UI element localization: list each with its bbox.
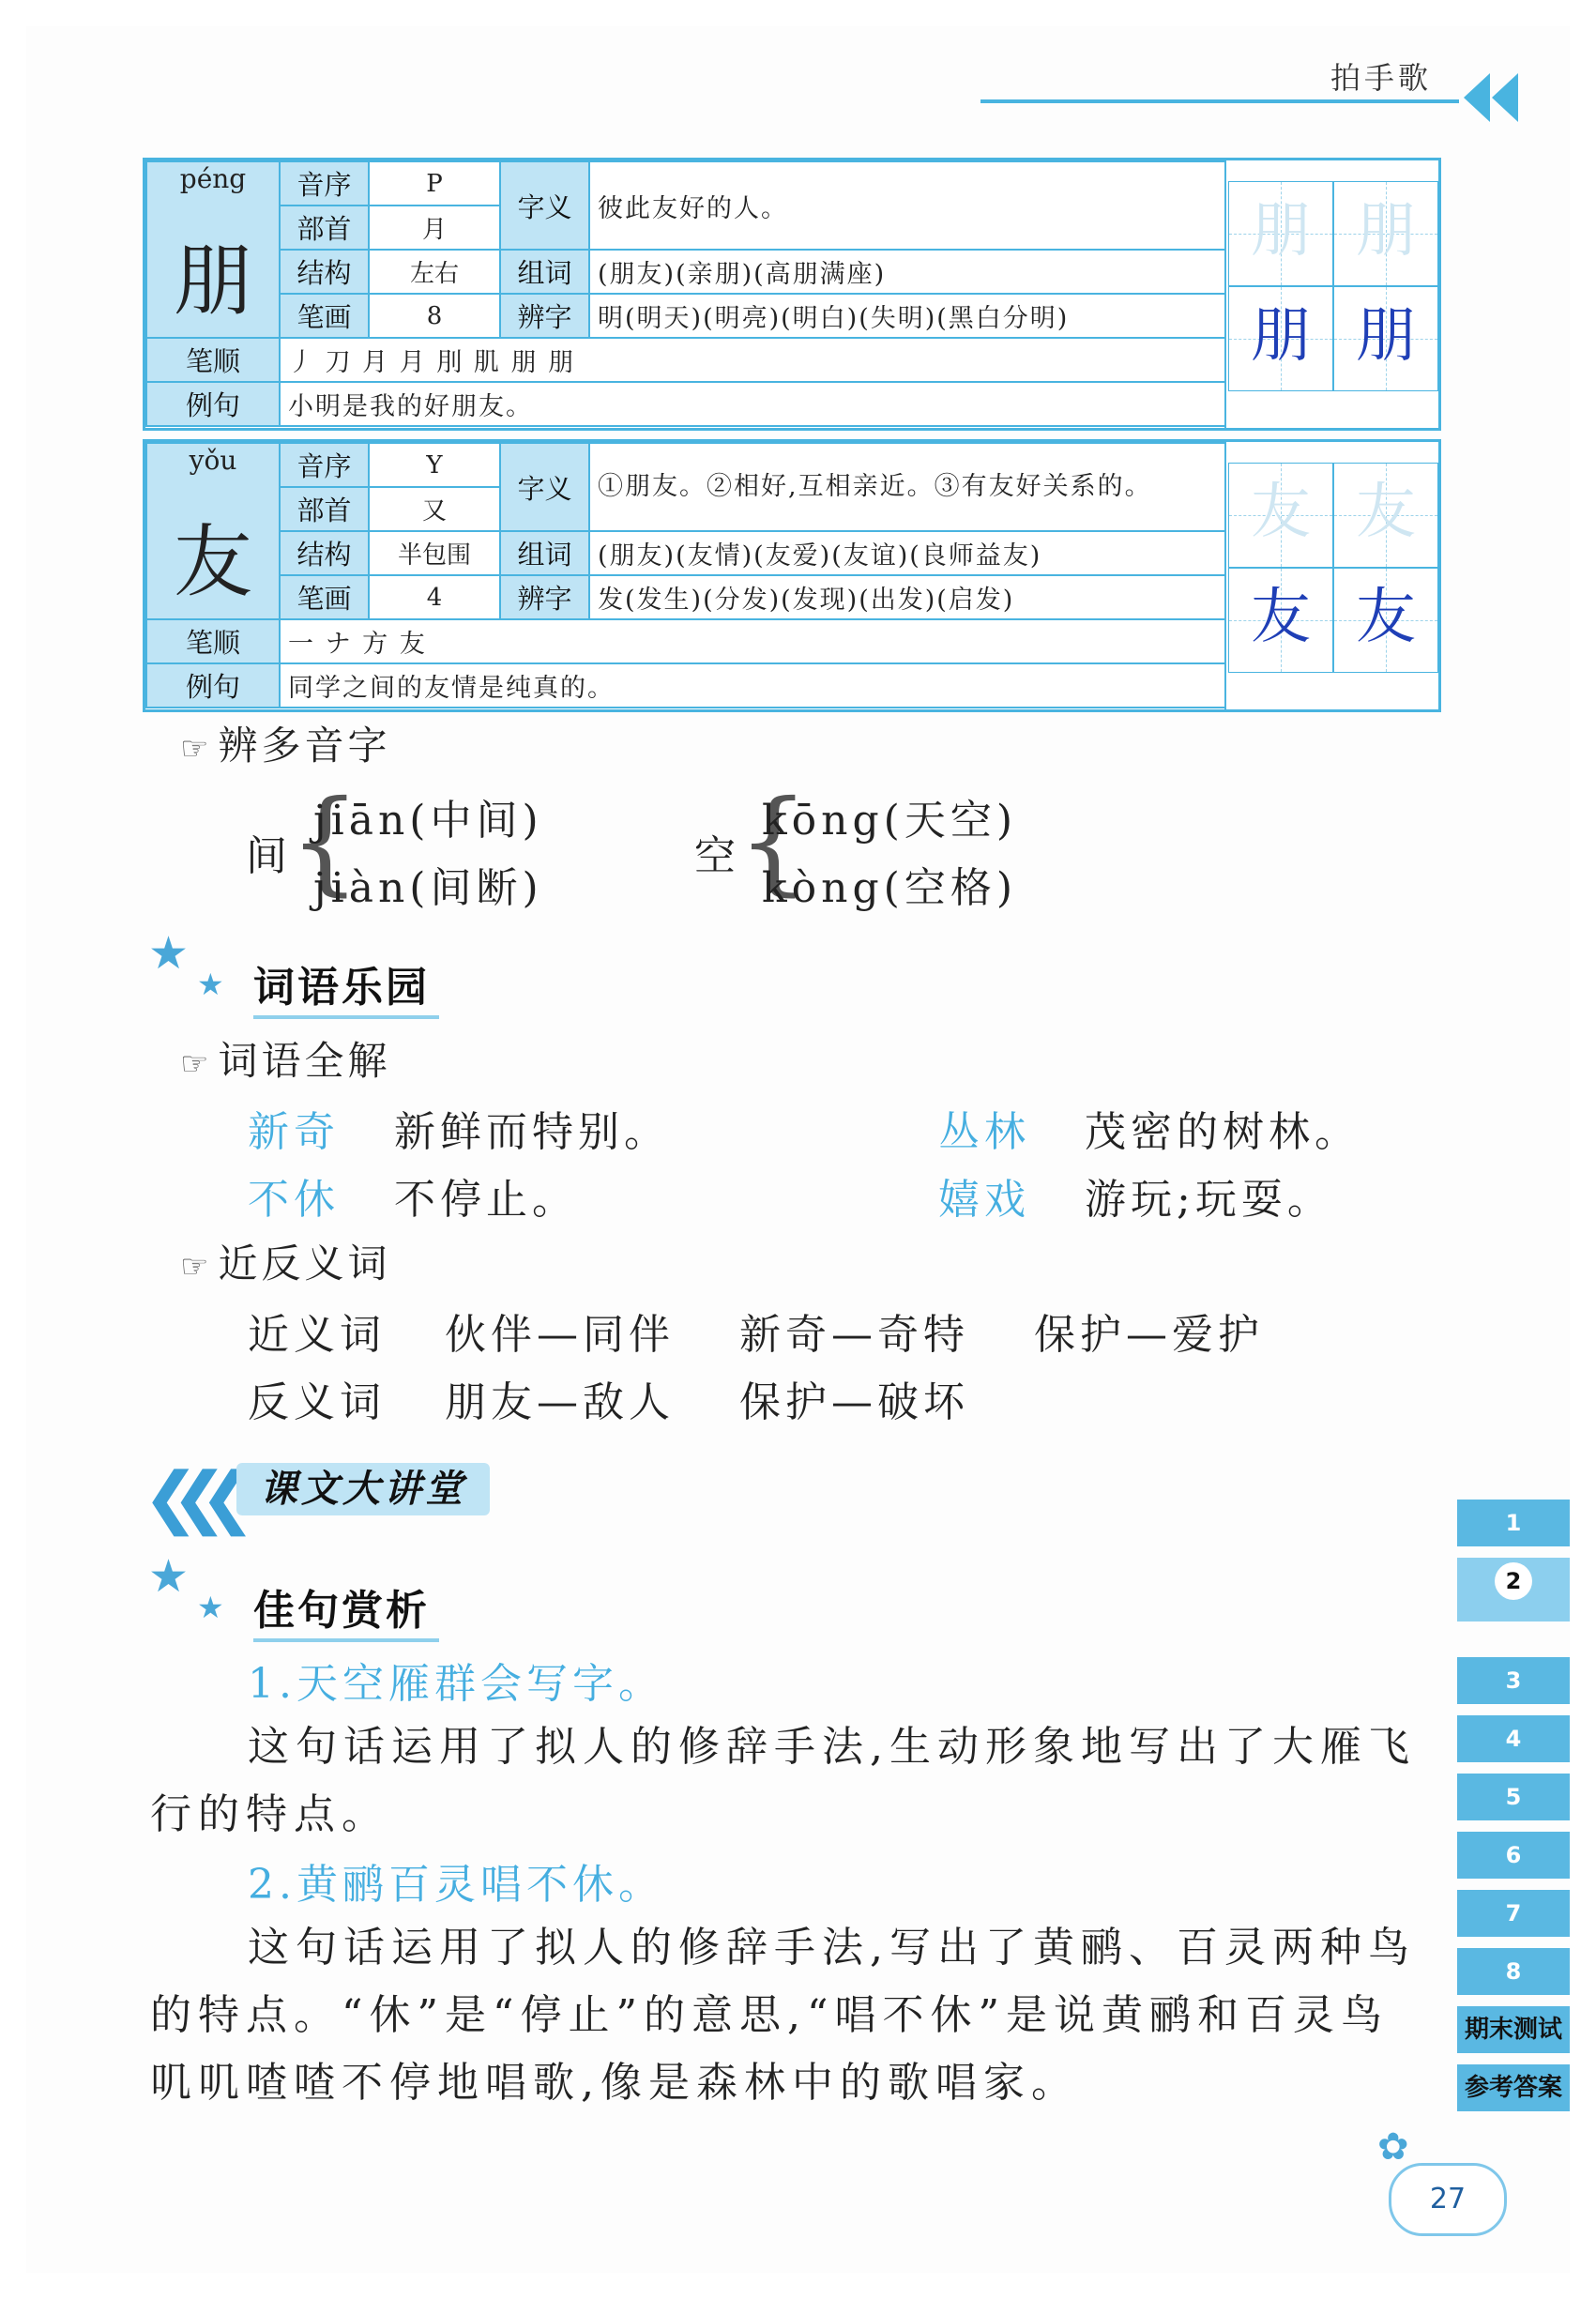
banner-label: 课文大讲堂 (236, 1463, 490, 1515)
polyphone-heading: ☞ 辨多音字 (180, 723, 391, 769)
bihua-value: 8 (369, 294, 500, 338)
label-ziyi: 字义 (500, 161, 589, 250)
trace-cell: 朋 (1333, 181, 1438, 286)
bishun-value: 一 ナ 方 友 (280, 619, 1225, 663)
big-char (146, 443, 280, 619)
word-term: 丛林 (938, 1108, 1030, 1156)
pinyin: péng (179, 163, 247, 194)
write-cell: 友 (1333, 568, 1438, 673)
poly-reading: kòng(空格) (762, 864, 1017, 912)
syn-pair: 保护—爱护 (1034, 1311, 1264, 1359)
poly-reading: kōng(天空) (762, 797, 1017, 845)
ant-pair: 朋友—敌人 (445, 1378, 675, 1426)
section-title-sentences: 佳句赏析 (253, 1576, 430, 1637)
pointing-hand-icon: ☞ (180, 1248, 213, 1286)
star-icon: ★ (148, 927, 190, 980)
syn-pair: 新奇—奇特 (739, 1311, 969, 1359)
ant-label: 反义词 (248, 1378, 386, 1426)
word-def: 不停止。 (394, 1176, 578, 1224)
label-bihua: 笔画 (280, 294, 369, 338)
words-full-heading: ☞ 词语全解 (180, 1038, 391, 1084)
label-bihua: 笔画 (280, 575, 369, 619)
star-icon: ★ (197, 1590, 224, 1625)
header-arrow-icon (1464, 73, 1490, 122)
star-icon: ★ (197, 967, 224, 1002)
label-bishun: 笔顺 (146, 338, 280, 382)
side-tab-7[interactable]: 7 (1457, 1890, 1570, 1937)
syn-label: 近义词 (248, 1311, 386, 1359)
label-bianzi: 辨字 (500, 294, 589, 338)
word-term: 新奇 (248, 1108, 340, 1156)
side-tab-5[interactable]: 5 (1457, 1774, 1570, 1820)
zuci-value: (朋友)(亲朋)(高朋满座) (589, 250, 1225, 294)
label-liju: 例句 (146, 382, 280, 426)
word-def: 茂密的树林。 (1085, 1108, 1360, 1156)
chapter-title: 拍手歌 (1330, 60, 1432, 96)
writing-grid (1224, 442, 1438, 709)
side-tab-final-test[interactable]: 期末测试 (1457, 2006, 1570, 2053)
bihua-value: 4 (369, 575, 500, 619)
section-title-words: 词语乐园 (253, 953, 430, 1013)
yinxu-value: Y (369, 443, 500, 487)
header-arrow-icon (1492, 73, 1518, 122)
label-bushou: 部首 (280, 206, 369, 250)
trace-cell: 友 (1228, 463, 1333, 568)
butterfly-icon: ✿ (1377, 2125, 1409, 2169)
bushou-value: 又 (369, 487, 500, 531)
side-tab-8[interactable]: 8 (1457, 1948, 1570, 1995)
sentence-analysis: 这句话运用了拟人的修辞手法,写出了黄鹂、百灵两种鸟的特点。“休”是“停止”的意思,“唱不休”是说黄鹂和百灵鸟叽叽喳喳不停地唱歌,像是森林中的歌唱家。 (150, 1924, 1416, 2107)
liju-value: 小明是我的好朋友。 (280, 382, 1225, 426)
side-tab-1[interactable]: 1 (1457, 1500, 1570, 1546)
poly-char: 间 (246, 832, 292, 880)
page-number: 27 (1389, 2163, 1507, 2236)
syn-ant-heading: ☞ 近反义词 (180, 1241, 391, 1287)
liju-value: 同学之间的友情是纯真的。 (280, 663, 1225, 708)
label-yinxu: 音序 (280, 161, 369, 206)
yinxu-value: P (369, 161, 500, 206)
char-card-peng (143, 158, 1441, 431)
label-bishun: 笔顺 (146, 619, 280, 663)
jiegou-value: 左右 (369, 250, 500, 294)
side-tab-2[interactable]: 2 (1457, 1558, 1570, 1621)
syn-pair: 伙伴—同伴 (445, 1311, 675, 1359)
brace-icon: { (737, 777, 810, 907)
side-tab-answers[interactable]: 参考答案 (1457, 2064, 1570, 2111)
label-zuci: 组词 (500, 531, 589, 575)
pinyin: yǒu (189, 445, 237, 476)
pointing-hand-icon: ☞ (180, 730, 213, 768)
label-jiegou: 结构 (280, 531, 369, 575)
label-zuci: 组词 (500, 250, 589, 294)
ant-pair: 保护—破坏 (739, 1378, 969, 1426)
word-def: 游玩;玩耍。 (1085, 1176, 1333, 1224)
write-cell: 朋 (1228, 286, 1333, 391)
sentence-analysis: 这句话运用了拟人的修辞手法,生动形象地写出了大雁飞行的特点。 (150, 1723, 1416, 1838)
side-tab-3[interactable]: 3 (1457, 1657, 1570, 1704)
banner-arrows-icon: ❮❮❮ (143, 1457, 228, 1536)
sentence-title: 1.天空雁群会写字。 (248, 1660, 664, 1708)
ziyi-value: ①朋友。②相好,互相亲近。③有友好关系的。 (589, 443, 1225, 531)
zuci-value: (朋友)(友情)(友爱)(友谊)(良师益友) (589, 531, 1225, 575)
word-term: 不休 (248, 1176, 340, 1224)
ziyi-value: 彼此友好的人。 (589, 161, 1225, 250)
word-def: 新鲜而特别。 (394, 1108, 670, 1156)
label-bianzi: 辨字 (500, 575, 589, 619)
poly-reading: jiàn(间断) (313, 864, 543, 912)
char-glyph: 朋 (173, 235, 252, 327)
big-char (146, 161, 280, 338)
trace-cell: 朋 (1228, 181, 1333, 286)
bianzi-value: 明(明天)(明亮)(明白)(失明)(黑白分明) (589, 294, 1225, 338)
label-jiegou: 结构 (280, 250, 369, 294)
poly-reading: jiān(中间) (313, 797, 543, 845)
bishun-value: 丿 刀 月 月 刖 肌 朋 朋 (280, 338, 1225, 382)
label-liju: 例句 (146, 663, 280, 708)
trace-cell: 友 (1333, 463, 1438, 568)
side-tab-6[interactable]: 6 (1457, 1832, 1570, 1879)
char-glyph: 友 (173, 516, 252, 608)
word-term: 嬉戏 (938, 1176, 1030, 1224)
poly-char: 空 (694, 832, 740, 880)
header-rule (980, 99, 1459, 103)
lesson-banner (143, 1450, 537, 1534)
brace-icon: { (289, 777, 361, 907)
sentence-title: 2.黄鹂百灵唱不休。 (248, 1861, 664, 1909)
label-ziyi: 字义 (500, 443, 589, 531)
writing-grid (1224, 160, 1438, 428)
pointing-hand-icon: ☞ (180, 1045, 213, 1083)
bushou-value: 月 (369, 206, 500, 250)
char-card-you (143, 439, 1441, 712)
star-icon: ★ (148, 1550, 190, 1603)
label-yinxu: 音序 (280, 443, 369, 487)
write-cell: 友 (1228, 568, 1333, 673)
jiegou-value: 半包围 (369, 531, 500, 575)
bianzi-value: 发(发生)(分发)(发现)(出发)(启发) (589, 575, 1225, 619)
side-tab-4[interactable]: 4 (1457, 1715, 1570, 1762)
label-bushou: 部首 (280, 487, 369, 531)
write-cell: 朋 (1333, 286, 1438, 391)
